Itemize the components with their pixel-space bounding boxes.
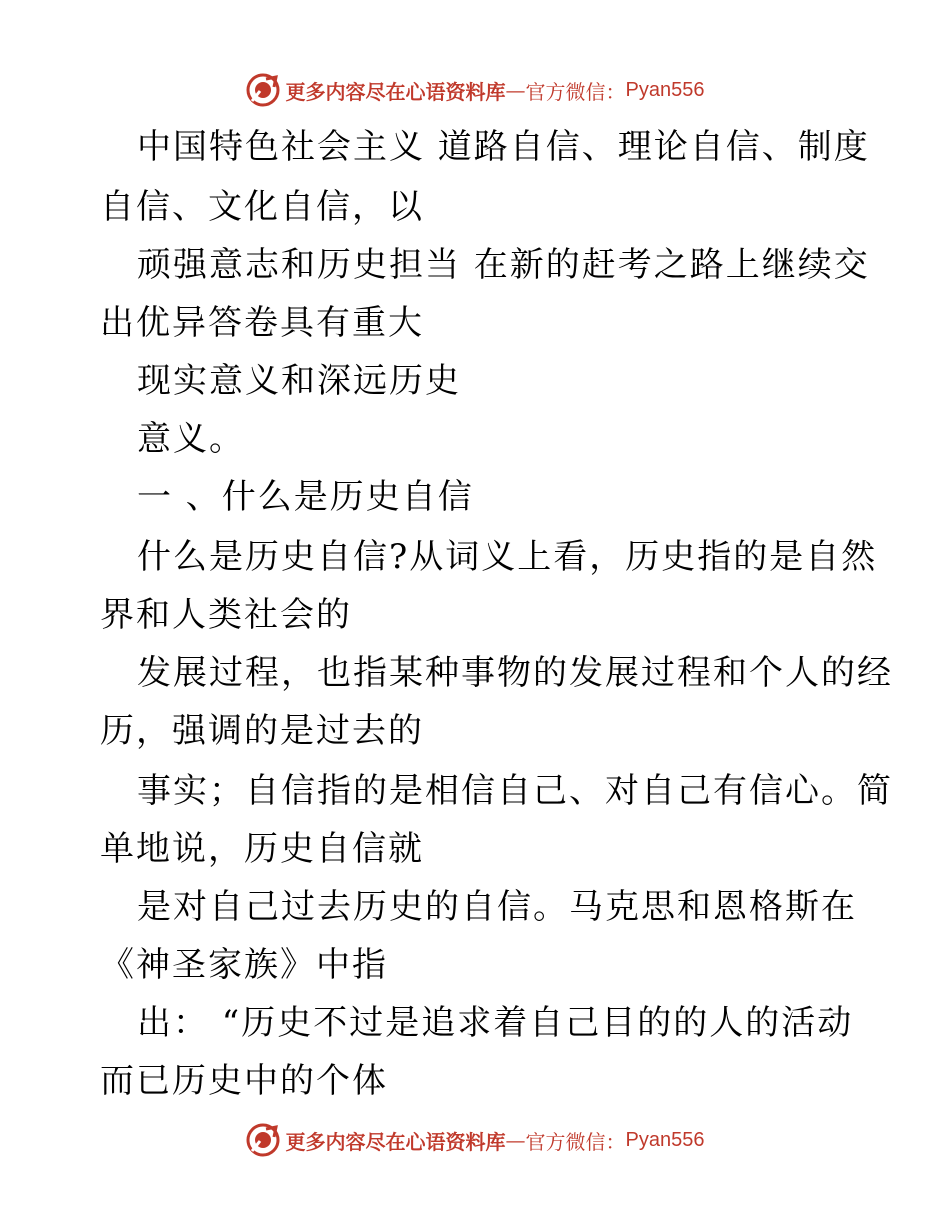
header-banner: [0, 68, 950, 112]
section-heading: 一 、什么是历史自信: [137, 477, 474, 517]
body-line: 单地说，历史自信就: [100, 829, 424, 869]
body-line: 事实；自信指的是相信自己、对自己有信心。简: [137, 771, 893, 811]
body-line: 顽强意志和历史担当 在新的赶考之路上继续交: [137, 245, 870, 285]
body-line: 而已历史中的个体: [100, 1061, 388, 1101]
seal-logo-icon: [246, 1123, 280, 1157]
body-line: 自信、文化自信，以: [100, 187, 424, 227]
body-line: 中国特色社会主义 道路自信、理论自信、制度: [137, 127, 870, 167]
body-line: 意义。: [137, 419, 245, 459]
body-line: 什么是历史自信?从词义上看，历史指的是自然: [137, 537, 878, 577]
footer-banner-dash: —: [505, 1128, 526, 1152]
footer-banner: [0, 1118, 950, 1162]
header-banner-label: 官方微信：: [525, 79, 626, 104]
body-line: 界和人类社会的: [100, 595, 352, 635]
footer-banner-text: 更多内容尽在心语资料库: [285, 1129, 506, 1154]
header-banner-dash: —: [505, 78, 526, 102]
header-banner-text: 更多内容尽在心语资料库: [285, 79, 506, 104]
footer-banner-id: Pyan556: [625, 1128, 705, 1151]
footer-banner-label: 官方微信：: [525, 1129, 626, 1154]
header-banner-id: Pyan556: [625, 78, 705, 101]
body-line: 《神圣家族》中指: [100, 945, 388, 985]
body-line: 历，强调的是过去的: [100, 711, 424, 751]
body-line: 出： “历史不过是追求着自己目的的人的活动: [137, 1003, 854, 1043]
body-line: 发展过程，也指某种事物的发展过程和个人的经: [137, 653, 893, 693]
body-line: 出优异答卷具有重大: [100, 303, 424, 343]
body-line: 现实意义和深远历史: [137, 361, 461, 401]
body-line: 是对自己过去历史的自信。马克思和恩格斯在: [137, 887, 857, 927]
seal-logo-icon: [246, 73, 280, 107]
